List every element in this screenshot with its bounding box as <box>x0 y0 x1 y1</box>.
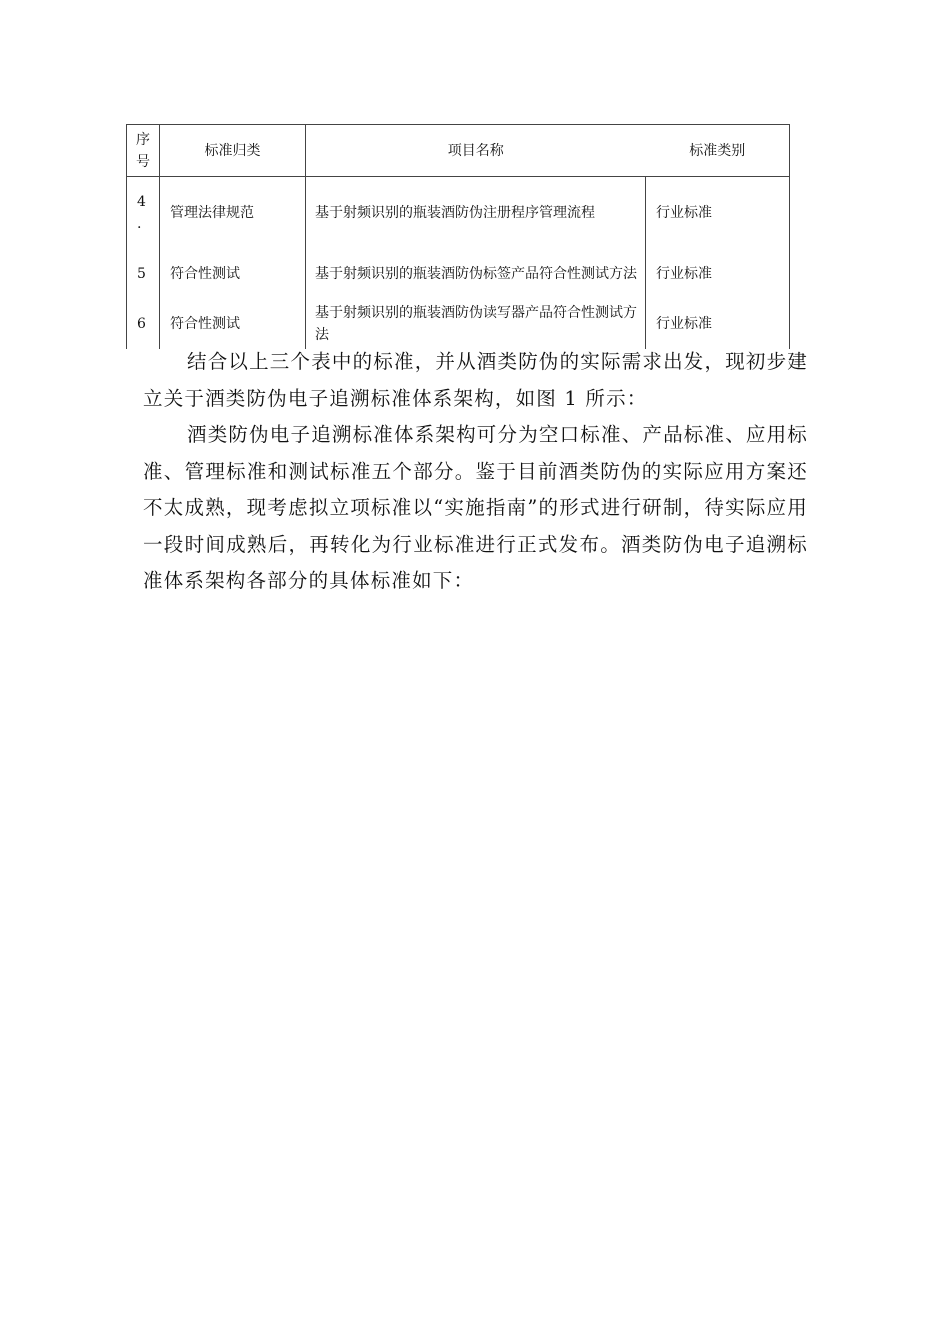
standards-table <box>126 124 790 349</box>
row-seq-line2: . <box>137 216 142 232</box>
table-row <box>127 249 790 299</box>
table-row <box>127 177 790 250</box>
header-seq <box>127 125 160 177</box>
body-paragraph-1: 结合以上三个表中的标准，并从酒类防伪的实际需求出发，现初步建立关于酒类防伪电子追溯标准体系架构，如图 1 所示： <box>143 350 809 410</box>
row-seq: 5 <box>127 249 160 299</box>
row-name: 基于射频识别的瓶装酒防伪标签产品符合性测试方法 <box>306 249 646 299</box>
row-category: 管理法律规范 <box>160 177 306 250</box>
row-seq <box>127 177 160 250</box>
row-type: 行业标准 <box>646 177 790 250</box>
row-name: 基于射频识别的瓶装酒防伪读写器产品符合性测试方法 <box>306 299 646 349</box>
table-row <box>127 299 790 349</box>
row-type: 行业标准 <box>646 299 790 349</box>
row-type: 行业标准 <box>646 249 790 299</box>
row-category: 符合性测试 <box>160 249 306 299</box>
row-seq: 6 <box>127 299 160 349</box>
header-category: 标准归类 <box>160 125 306 177</box>
row-category: 符合性测试 <box>160 299 306 349</box>
row-name: 基于射频识别的瓶装酒防伪注册程序管理流程 <box>306 177 646 250</box>
header-type: 标准类别 <box>646 125 790 177</box>
header-name: 项目名称 <box>306 125 646 177</box>
header-seq-line2: 号 <box>136 153 150 170</box>
row-seq-line1: 4 <box>137 194 146 210</box>
table-header-row <box>127 125 790 177</box>
body-paragraph-2: 酒类防伪电子追溯标准体系架构可分为空口标准、产品标准、应用标准、管理标准和测试标准五个部分。鉴于目前酒类防伪的实际应用方案还不太成熟，现考虑拟立项标准以“实施指南”的形式进行研制，待实际应用一段时间成熟后，再转化为行业标准进行正式发布。酒类防伪电子追溯标准体系架构各部分的具体标准如下： <box>143 423 809 592</box>
header-seq-line1: 序 <box>136 131 150 148</box>
